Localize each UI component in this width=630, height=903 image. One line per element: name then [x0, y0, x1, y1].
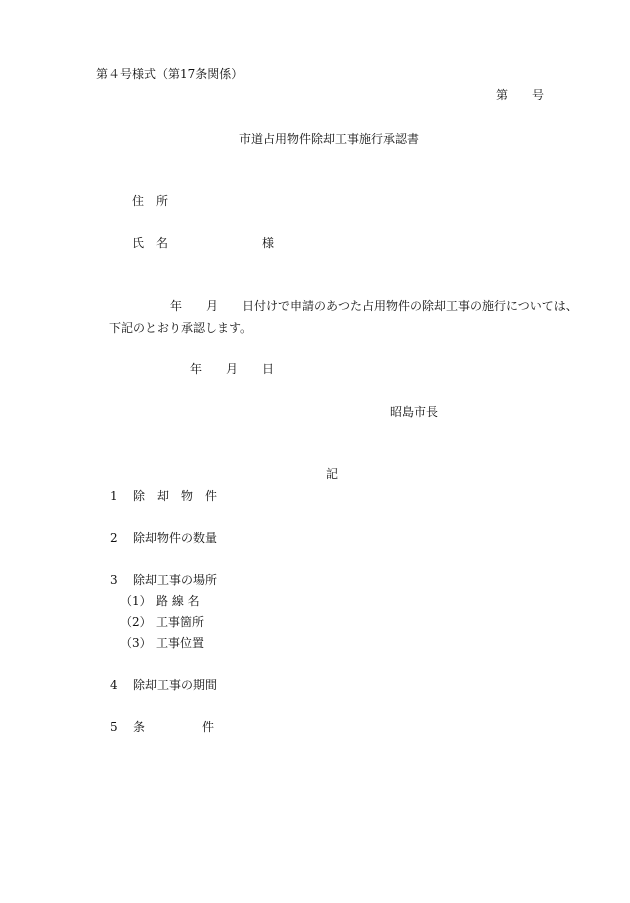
item-label-part: 件 [202, 720, 215, 734]
body-line-1: 年 月 日付けで申請のあつた占用物件の除却工事の施行については、 [170, 299, 578, 313]
item-label: 除却工事の期間 [133, 678, 218, 692]
subitem-label: 工事箇所 [156, 615, 205, 629]
body-line-2: 下記のとおり承認します。 [109, 321, 253, 335]
item-label-part: 条 [133, 720, 146, 734]
item-number: 4 [110, 678, 118, 692]
document-title: 市道占用物件除却工事施行承認書 [239, 132, 420, 146]
subitem-label: 工事位置 [156, 636, 205, 650]
item-label: 除却工事の場所 [133, 573, 218, 587]
item-label: 除 却 物 件 [133, 489, 218, 503]
subitem-label: 路 線 名 [156, 594, 200, 608]
item-number: 2 [110, 531, 118, 545]
document-number: 第 号 [496, 88, 545, 102]
issue-date: 年 月 日 [190, 362, 275, 376]
honorific: 様 [262, 236, 275, 250]
ki-heading: 記 [326, 467, 339, 481]
subitem-number: （1） [120, 594, 152, 608]
address-label: 住 所 [132, 194, 169, 208]
issuer: 昭島市長 [390, 405, 439, 419]
item-number: 5 [110, 720, 118, 734]
subitem-number: （3） [120, 636, 152, 650]
item-number: 3 [110, 573, 118, 587]
form-number: 第４号様式（第17条関係） [96, 67, 244, 81]
subitem-number: （2） [120, 615, 152, 629]
name-label: 氏 名 [132, 236, 169, 250]
item-number: 1 [110, 489, 118, 503]
item-label: 除却物件の数量 [133, 531, 218, 545]
